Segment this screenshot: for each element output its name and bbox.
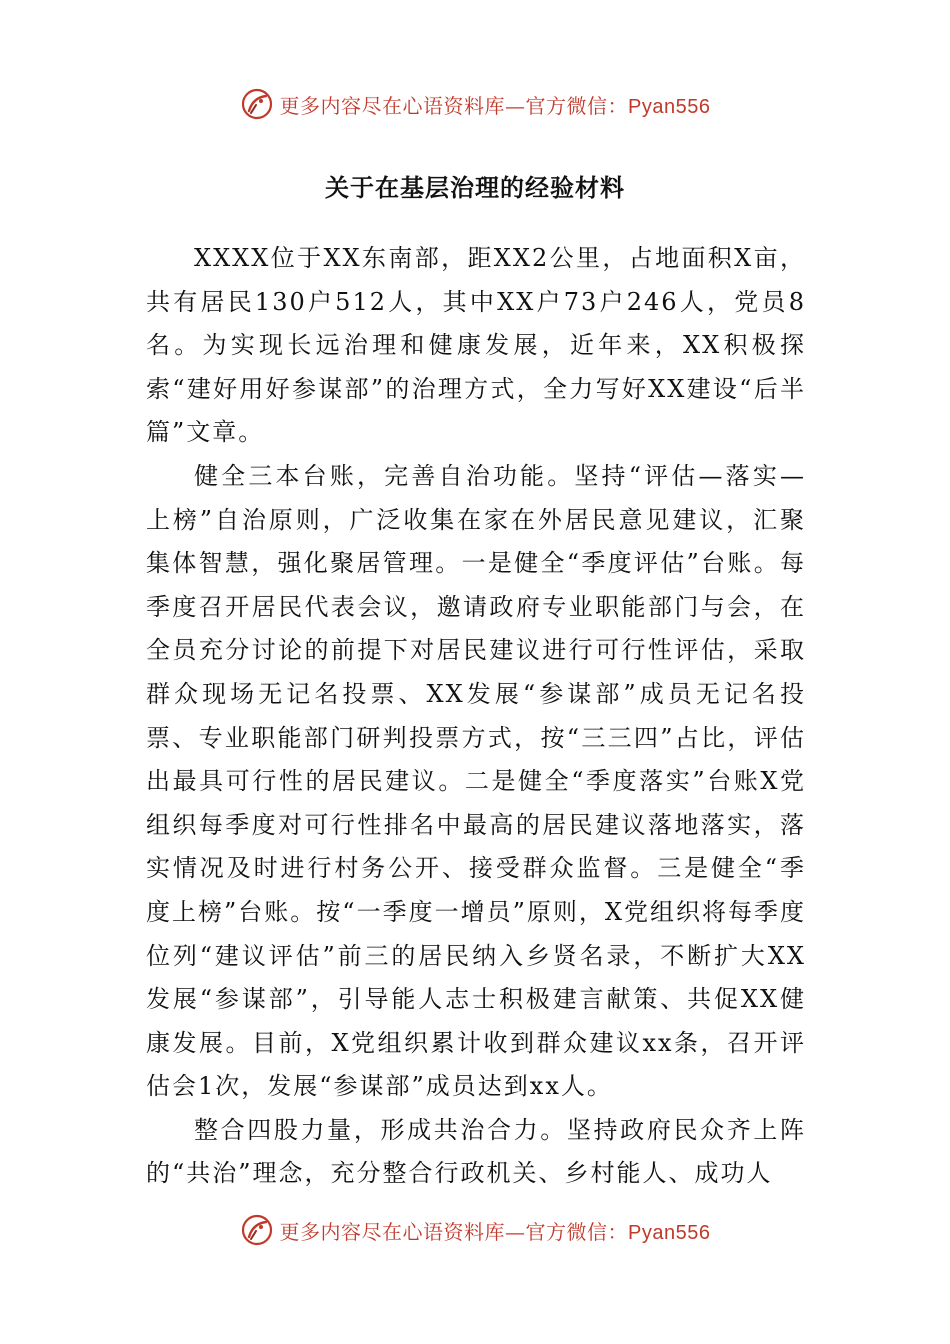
banner-handle: Pyan556 bbox=[628, 95, 711, 118]
logo-icon bbox=[240, 1213, 274, 1247]
logo-icon bbox=[240, 87, 274, 121]
banner-text: 更多内容尽在心语资料库—官方微信：Pyan556 bbox=[279, 93, 711, 118]
document-title: 关于在基层治理的经验材料 bbox=[325, 174, 625, 202]
paragraph: 整合四股力量，形成共治合力。坚持政府民众齐上阵的“共治”理念，充分整合行政机关、乡村能人、成功人 bbox=[146, 1115, 806, 1188]
banner-handle: Pyan556 bbox=[628, 1221, 711, 1244]
header-banner bbox=[0, 84, 950, 124]
document-body bbox=[146, 237, 806, 1196]
paragraph: XXXX位于XX东南部，距XX2公里，占地面积X亩，共有居民130户512人，其中XX户73户246人，党员8名。为实现长远治理和健康发展，近年来，XX积极探索“建好用好参谋部”的治理方式，全力写好XX建设“后半篇”文章。 bbox=[146, 244, 806, 447]
banner-text: 更多内容尽在心语资料库—官方微信：Pyan556 bbox=[279, 1219, 711, 1244]
paragraph: 健全三本台账，完善自治功能。坚持“评估—落实—上榜”自治原则，广泛收集在家在外居民意见建议，汇聚集体智慧，强化聚居管理。一是健全“季度评估”台账。每季度召开居民代表会议，邀请政府专业职能部门与会，在全员充分讨论的前提下对居民建议进行可行性评估，采取群众现场无记名投票、XX发展“参谋部”成员无记名投票、专业职能部门研判投票方式，按“三三四”占比，评估出最具可行性的居民建议。二是健全“季度落实”台账X党组织每季度对可行性排名中最高的居民建议落地落实，落实情况及时进行村务公开、接受群众监督。三是健全“季度上榜”台账。按“一季度一增员”原则，X党组织将每季度位列“建议评估”前三的居民纳入乡贤名录，不断扩大XX发展“参谋部”，引导能人志士积极建言献策、共促XX健康发展。目前，X党组织累计收到群众建议xx条，召开评估会1次，发展“参谋部”成员达到xx人。 bbox=[146, 461, 806, 1101]
footer-banner bbox=[0, 1210, 950, 1250]
